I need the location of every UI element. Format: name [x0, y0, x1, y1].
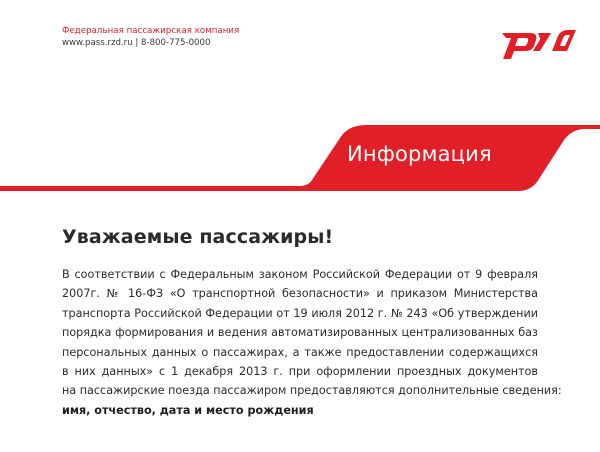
notice-line: на пассажирские поезда пассажиром предоставляются дополнительные сведения: [62, 384, 562, 398]
banner-title: Информация [347, 142, 492, 166]
notice-line: В соответствии с Федеральным законом Российской Федерации от 9 февраля [62, 268, 538, 281]
notice-line: в них данных» с 1 декабря 2013 г. при оформлении проездных документов [62, 365, 538, 379]
info-banner [0, 110, 600, 200]
notice-body [62, 265, 562, 420]
rzd-logo-icon [500, 24, 578, 60]
company-contacts: www.pass.rzd.ru | 8-800-775-0000 [62, 38, 211, 48]
company-name: Федеральная пассажирская компания [62, 26, 240, 36]
notice-emphasis: имя, отчество, дата и место рождения [62, 403, 314, 417]
page-title: Уважаемые пассажиры! [62, 226, 334, 248]
notice-line: транспорта Российской Федерации от 19 июля 2012 г. № 243 «Об утверждении [62, 306, 538, 320]
notice-line: 2007г. № 16-ФЗ «О транспортной безопасности» и приказом Министерства [62, 287, 538, 301]
notice-line: персональных данных о пассажирах, а также предоставлении содержащихся [62, 345, 538, 359]
notice-line: порядка формирования и ведения автоматизированных централизованных баз [62, 326, 538, 340]
